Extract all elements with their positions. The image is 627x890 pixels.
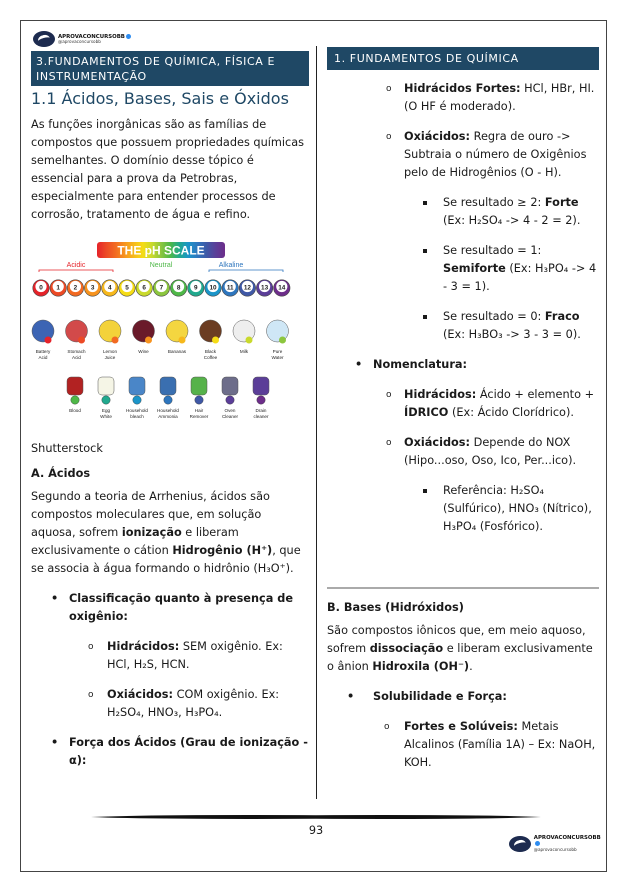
item-bold: Semiforte bbox=[443, 262, 506, 275]
alkaline-bracket bbox=[209, 270, 283, 272]
item-text: Se resultado = 0: bbox=[443, 310, 545, 323]
footer-logo bbox=[509, 836, 606, 852]
item-label-row1-3: Wine bbox=[138, 349, 149, 354]
item-badge-3 bbox=[145, 337, 152, 344]
item-text: Se resultado ≥ 2: bbox=[443, 196, 545, 209]
list-item-semiforte bbox=[327, 242, 599, 296]
item-badge-1 bbox=[78, 337, 85, 344]
item2-badge-3 bbox=[164, 396, 172, 404]
item-label-row1-5: Black bbox=[204, 349, 217, 354]
item-label-row2-3: Household bbox=[157, 408, 179, 413]
item2-badge-5 bbox=[226, 396, 234, 404]
item2-icon-2 bbox=[129, 377, 145, 395]
item-label: Hidrácidos Fortes: bbox=[404, 82, 521, 95]
item-label-row2-5: Oven bbox=[224, 408, 236, 413]
item2-badge-4 bbox=[195, 396, 203, 404]
item-text: HCl, HBr, HI. (O HF é moderado). bbox=[404, 82, 595, 113]
item-label-row2b-5: Cleaner bbox=[221, 414, 239, 419]
ph-number-13: 13 bbox=[261, 284, 269, 292]
item2-icon-6 bbox=[253, 377, 269, 395]
list-item-hidracidos bbox=[31, 638, 309, 674]
item-label: Hidrácidos: bbox=[404, 388, 477, 401]
item-label-row2-0: Blood bbox=[69, 408, 81, 413]
ph-number-7: 7 bbox=[159, 284, 164, 292]
section-title: 1.1 Ácidos, Bases, Sais e Óxidos bbox=[31, 89, 289, 108]
header-logo bbox=[33, 31, 131, 47]
ph-number-4: 4 bbox=[108, 284, 112, 292]
ph-number-3: 3 bbox=[90, 284, 95, 292]
acidic-bracket bbox=[39, 270, 113, 272]
list-item-solubilidade: • Solubilidade e Força: bbox=[327, 688, 599, 706]
item2-badge-6 bbox=[257, 396, 265, 404]
verified-icon bbox=[535, 841, 540, 846]
section-divider bbox=[327, 587, 599, 589]
item-text: (Ex: H₂SO₄ -> 4 - 2 = 2). bbox=[443, 214, 581, 227]
item-label-row2b-4: Remover bbox=[189, 414, 209, 419]
item-bold: Fraco bbox=[544, 310, 580, 323]
subheading-acidos: A. Ácidos bbox=[31, 467, 91, 480]
ph-number-1: 1 bbox=[56, 284, 60, 292]
ph-number-0: 0 bbox=[39, 284, 43, 292]
item2-badge-2 bbox=[133, 396, 141, 404]
bases-list bbox=[327, 688, 599, 772]
item-label-row1-0: Battery bbox=[35, 349, 51, 354]
item-text: Ácido + elemento + bbox=[476, 388, 595, 401]
ph-scale-image bbox=[31, 238, 291, 432]
ph-number-14: 14 bbox=[278, 284, 286, 292]
force-list bbox=[327, 80, 599, 536]
ph-number-6: 6 bbox=[142, 284, 146, 292]
verified-icon bbox=[126, 34, 131, 39]
item-label-row1b-7: Water bbox=[271, 355, 284, 360]
list-item-fortes-soluveis bbox=[327, 718, 599, 772]
item-label-row1b-5: Coffee bbox=[203, 355, 218, 360]
item2-badge-1 bbox=[102, 396, 110, 404]
list-item-nom-hidracidos bbox=[327, 386, 599, 422]
item-label-row2-1: Egg bbox=[101, 408, 111, 413]
image-credit: Shutterstock bbox=[31, 442, 103, 455]
item-badge-7 bbox=[279, 337, 286, 344]
item2-icon-3 bbox=[160, 377, 176, 395]
item2-icon-1 bbox=[98, 377, 114, 395]
item-label: Oxiácidos: bbox=[404, 436, 471, 449]
item-label-row1b-1: Acid bbox=[72, 355, 81, 360]
brand-handle: @aprovaconcursobb bbox=[58, 39, 101, 45]
text-run: . bbox=[469, 660, 473, 673]
acid-list bbox=[31, 590, 309, 770]
bases-section bbox=[327, 601, 599, 772]
item-badge-6 bbox=[246, 337, 253, 344]
item-text: Metais Alcalinos (Família 1A) – Ex: NaOH, KOH. bbox=[404, 720, 596, 769]
item-label-row2b-6: cleaner bbox=[253, 414, 269, 419]
list-item-forca: • Força dos Ácidos (Grau de ionização - α): bbox=[31, 734, 309, 770]
zone-label-alkaline: Alkaline bbox=[218, 262, 244, 269]
list-item-classificacao: • Classificação quanto à presença de oxigênio: bbox=[31, 590, 309, 626]
item-label-row2b-3: Ammonia bbox=[158, 414, 178, 419]
item-text: (Ex: H₃PO₄ -> 4 - 3 = 1). bbox=[443, 262, 597, 293]
bases-paragraph bbox=[327, 622, 599, 676]
item-badge-0 bbox=[45, 337, 52, 344]
item-text: SEM oxigênio. Ex: HCl, H₂S, HCN. bbox=[107, 640, 283, 671]
brand-handle: @aprovaconcursobb bbox=[533, 846, 577, 852]
ph-scale-graphic bbox=[31, 238, 291, 432]
text-run: Segundo a teoria de Arrhenius, ácidos são compostos moleculares que, em solução aquosa, sofrem bbox=[31, 490, 270, 539]
ph-number-9: 9 bbox=[194, 284, 198, 292]
item-label: Fortes e Solúveis: bbox=[404, 720, 518, 733]
list-item-hidracidos-fortes bbox=[327, 80, 599, 116]
item-label-row2-4: Hair bbox=[194, 408, 204, 413]
list-item-forte bbox=[327, 194, 599, 230]
column-divider bbox=[316, 46, 317, 799]
chapter-header: 3.FUNDAMENTOS DE QUÍMICA, FÍSICA E INSTRUMENTAÇÃO bbox=[31, 51, 309, 86]
item-label-row1-4: Bananas bbox=[167, 349, 187, 354]
item-text: Se resultado = 1: bbox=[443, 244, 542, 257]
item-label: Oxiácidos: bbox=[404, 130, 471, 143]
item-text: Depende do NOX (Hipo...oso, Oso, Ico, Per...ico). bbox=[404, 436, 577, 467]
list-item-referencia: Referência: H₂SO₄ (Sulfúrico), HNO₃ (Nítrico), H₃PO₄ (Fosfórico). bbox=[327, 482, 599, 536]
item-badge-5 bbox=[212, 337, 219, 344]
text-run: e liberam exclusivamente o ânion bbox=[327, 642, 593, 673]
footer-brush-line bbox=[91, 814, 541, 820]
item-badge-2 bbox=[112, 337, 119, 344]
ph-title: THE pH SCALE bbox=[117, 243, 205, 258]
item-label-row2-2: Household bbox=[126, 408, 148, 413]
item-label-row1-6: Milk bbox=[239, 349, 249, 354]
subheading-bases: B. Bases (Hidróxidos) bbox=[327, 601, 464, 614]
zone-label-neutral: Neutral bbox=[149, 262, 173, 269]
item-label-row2b-2: bleach bbox=[130, 414, 144, 419]
ph-number-10: 10 bbox=[209, 284, 217, 292]
item-label-row1-7: Pure bbox=[272, 349, 283, 354]
list-item-fraco bbox=[327, 308, 599, 344]
ph-number-2: 2 bbox=[73, 284, 78, 292]
text-run: , que se associa à água formando o hidrônio (H₃O⁺). bbox=[31, 544, 301, 575]
bold-hidrogenio: Hidrogênio (H⁺) bbox=[172, 544, 273, 557]
list-item-oxiacidos bbox=[31, 686, 309, 722]
item-label-row2-6: Drain bbox=[255, 408, 267, 413]
item2-icon-5 bbox=[222, 377, 238, 395]
text-run: e liberam exclusivamente o cátion bbox=[31, 526, 239, 557]
list-item-nomenclatura: • Nomenclatura: bbox=[327, 356, 599, 374]
intro-paragraph: As funções inorgânicas são as famílias de compostos que possuem propriedades químicas semelhantes. O domínio desse tópico é essencial para a prova da Petrobras, especialmente para entender processos de corrosão, tratamento de água e refino. bbox=[31, 118, 305, 221]
item-label-row2b-1: White bbox=[100, 414, 112, 419]
item-label-row1-1: Stomach bbox=[67, 349, 86, 354]
left-column bbox=[31, 51, 309, 770]
item-label-row1b-2: Juice bbox=[104, 355, 116, 360]
ph-number-8: 8 bbox=[176, 284, 181, 292]
ph-number-5: 5 bbox=[125, 284, 129, 292]
item-text: Regra de ouro -> Subtraia o número de Oxigênios pelo de Hidrogênios (O - H). bbox=[404, 130, 587, 179]
ph-number-11: 11 bbox=[226, 284, 234, 292]
item-label-row1-2: Lemon bbox=[102, 349, 118, 354]
brand-name: APROVACONCURSOBB bbox=[533, 835, 601, 841]
item-label: Oxiácidos: bbox=[107, 688, 174, 701]
ph-number-12: 12 bbox=[243, 284, 251, 292]
item2-icon-0 bbox=[67, 377, 83, 395]
bold-dissociacao: dissociação bbox=[369, 642, 444, 655]
item-label: Hidrácidos: bbox=[107, 640, 180, 653]
item-text: COM oxigênio. Ex: H₂SO₄, HNO₃, H₃PO₄. bbox=[107, 688, 280, 719]
item2-badge-0 bbox=[71, 396, 79, 404]
bold-ionizacao: ionização bbox=[121, 526, 182, 539]
eagle-logo-icon bbox=[509, 836, 531, 852]
zone-label-acidic: Acidic bbox=[66, 262, 86, 269]
brand-name: APROVACONCURSOBB bbox=[58, 33, 125, 40]
document-page bbox=[20, 20, 607, 872]
column-header: 1. FUNDAMENTOS DE QUÍMICA bbox=[327, 47, 599, 70]
right-column bbox=[327, 47, 599, 536]
arrhenius-paragraph bbox=[31, 488, 309, 578]
page-number: 93 bbox=[308, 824, 324, 837]
bold-hidroxila: Hidroxila (OH⁻) bbox=[372, 660, 470, 673]
item-bold: ÍDRICO bbox=[404, 406, 449, 419]
eagle-logo-icon bbox=[33, 31, 55, 47]
item-badge-4 bbox=[179, 337, 186, 344]
list-item-nom-oxiacidos bbox=[327, 434, 599, 470]
item2-icon-4 bbox=[191, 377, 207, 395]
item-text: (Ex: Ácido Clorídrico). bbox=[448, 406, 574, 419]
text-run: São compostos iônicos que, em meio aquoso, sofrem bbox=[327, 624, 586, 655]
item-text: (Ex: H₃BO₃ -> 3 - 3 = 0). bbox=[443, 328, 581, 341]
item-label-row1b-0: Acid bbox=[38, 355, 48, 360]
list-item-oxiacidos-regra bbox=[327, 128, 599, 182]
item-bold: Forte bbox=[544, 196, 579, 209]
